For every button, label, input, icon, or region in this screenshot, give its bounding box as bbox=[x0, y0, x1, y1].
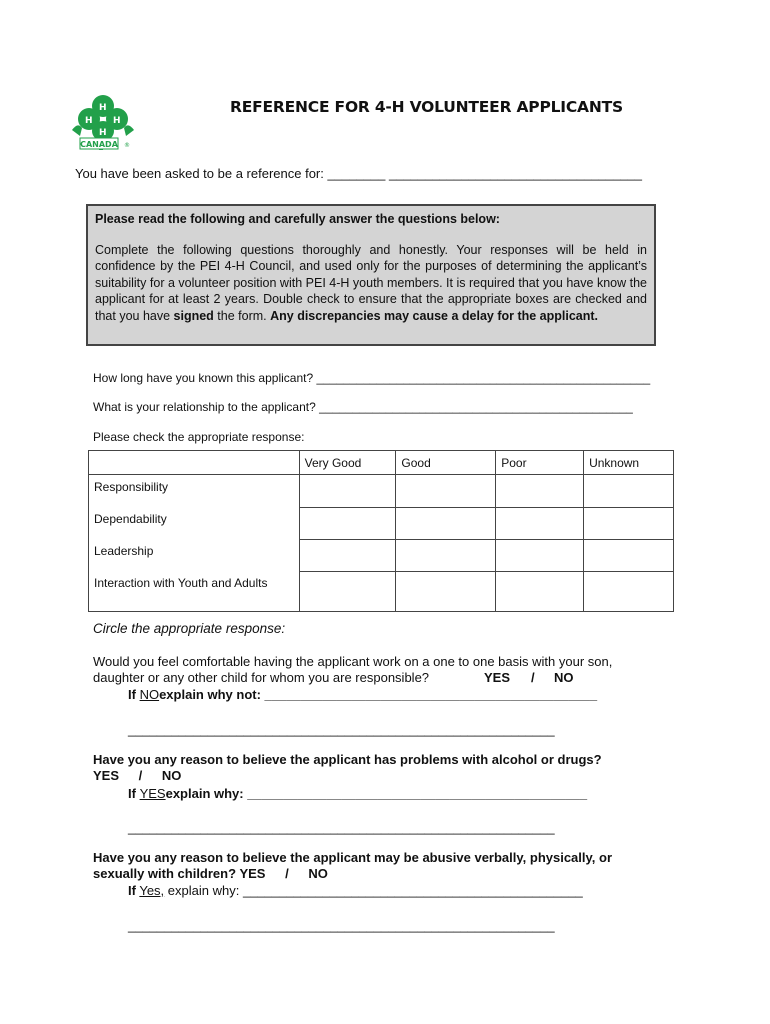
rating-checkbox-cell[interactable] bbox=[496, 507, 584, 539]
q2-no-option[interactable]: NO bbox=[161, 768, 182, 783]
relationship-question bbox=[93, 400, 633, 414]
table-row bbox=[89, 507, 674, 539]
relationship-input[interactable]: _______________________________________________ bbox=[319, 400, 633, 414]
q3-explain-input[interactable]: _______________________________________________ bbox=[242, 883, 583, 898]
q3-no-option[interactable]: NO bbox=[308, 866, 328, 881]
rating-checkbox-cell[interactable] bbox=[299, 571, 396, 611]
instructions-body bbox=[95, 242, 647, 324]
rating-checkbox-cell[interactable] bbox=[299, 475, 396, 508]
rating-checkbox-cell[interactable] bbox=[496, 475, 584, 508]
svg-text:H: H bbox=[99, 103, 107, 113]
instructions-signed: signed bbox=[173, 308, 214, 323]
rating-checkbox-cell[interactable] bbox=[396, 539, 496, 571]
rating-checkbox-cell[interactable] bbox=[584, 507, 674, 539]
known-duration-input[interactable]: __________________________________________________ bbox=[316, 371, 651, 385]
reference-for-line bbox=[75, 166, 642, 181]
rating-checkbox-cell[interactable] bbox=[584, 571, 674, 611]
relationship-label: What is your relationship to the applicant? bbox=[93, 400, 316, 414]
column-header: Poor bbox=[496, 451, 584, 475]
q1-line1: Would you feel comfortable having the applicant work on a one to one basis with your son, bbox=[93, 654, 613, 669]
q1-explain-input-2[interactable]: ___________________________________________________________ bbox=[128, 722, 555, 737]
q3-yes-option[interactable]: YES bbox=[239, 866, 266, 881]
reference-for-input[interactable]: ________ ___________________________________ bbox=[327, 166, 643, 181]
q3-separator: / bbox=[285, 866, 289, 881]
rating-checkbox-cell[interactable] bbox=[584, 475, 674, 508]
q1-separator: / bbox=[531, 670, 535, 685]
q2-explain-input-2[interactable]: ___________________________________________________________ bbox=[128, 820, 555, 835]
page-title: REFERENCE FOR 4-H VOLUNTEER APPLICANTS bbox=[230, 98, 623, 116]
rating-checkbox-cell[interactable] bbox=[496, 571, 584, 611]
reference-for-label: You have been asked to be a reference for: bbox=[75, 166, 324, 181]
instructions-heading: Please read the following and carefully answer the questions below: bbox=[95, 212, 500, 226]
rating-table bbox=[88, 450, 674, 612]
q1-no-option[interactable]: NO bbox=[554, 670, 574, 685]
known-duration-label: How long have you known this applicant? bbox=[93, 371, 314, 385]
column-header: Good bbox=[396, 451, 496, 475]
q1-yes-option[interactable]: YES bbox=[484, 670, 511, 685]
instructions-text: Complete the following questions thoroughly and honestly. Your responses will be held in confidence by the PEI 4-H Council, and used only for the purposes of determining the applicant’s suitability for a volunteer position with PEI 4-H youth members. It is required that you have know the applicant for at least 2 years. Double check to ensure that the appropriate boxes are checked and that you have bbox=[95, 243, 647, 323]
q3-if-word: Yes, bbox=[139, 883, 165, 898]
q2-yes-option[interactable]: YES bbox=[93, 768, 120, 783]
row-label: Dependability bbox=[89, 507, 300, 539]
rating-header-row bbox=[89, 451, 674, 475]
q2-separator: / bbox=[138, 768, 143, 783]
rating-checkbox-cell[interactable] bbox=[584, 539, 674, 571]
row-label: Leadership bbox=[89, 539, 300, 571]
q3-explain-line bbox=[128, 883, 583, 900]
known-duration-question bbox=[93, 371, 650, 385]
logo-text: CANADA bbox=[80, 140, 118, 149]
rating-checkbox-cell[interactable] bbox=[396, 571, 496, 611]
q2-explain-label: explain why: bbox=[165, 786, 244, 801]
rating-header-empty bbox=[89, 451, 300, 475]
rating-checkbox-cell[interactable] bbox=[496, 539, 584, 571]
row-label: Responsibility bbox=[89, 475, 300, 508]
q3-line2: sexually with children? bbox=[93, 866, 237, 881]
instructions-text-2: the form. bbox=[213, 308, 271, 323]
instructions-warning: Any discrepancies may cause a delay for the applicant. bbox=[270, 308, 599, 323]
q2-explain-input[interactable]: _______________________________________________ bbox=[247, 786, 588, 801]
q1-explain-input[interactable]: ______________________________________________ bbox=[264, 687, 598, 702]
q1-if-word: NO bbox=[139, 687, 160, 702]
rating-checkbox-cell[interactable] bbox=[299, 539, 396, 571]
4h-clover-logo bbox=[68, 92, 138, 154]
4h-clover-logo-icon bbox=[68, 92, 138, 154]
q3-if: If bbox=[128, 883, 136, 898]
svg-text:H: H bbox=[99, 128, 107, 138]
q3-explain-label: explain why: bbox=[167, 883, 240, 898]
row-label: Interaction with Youth and Adults bbox=[89, 571, 300, 611]
check-instruction: Please check the appropriate response: bbox=[93, 430, 305, 444]
q1-if: If bbox=[128, 687, 136, 702]
q3-line2-row bbox=[93, 866, 328, 883]
q1-explain-label: explain why not: bbox=[159, 687, 261, 702]
q2-line1: Have you any reason to believe the applicant has problems with alcohol or drugs? bbox=[93, 752, 602, 767]
rating-checkbox-cell[interactable] bbox=[299, 507, 396, 539]
svg-text:H: H bbox=[85, 116, 93, 126]
q1-explain-line bbox=[128, 687, 597, 704]
circle-heading: Circle the appropriate response: bbox=[93, 621, 286, 636]
table-row bbox=[89, 475, 674, 508]
q2-if-word: YES bbox=[139, 786, 166, 801]
svg-text:H: H bbox=[113, 116, 121, 126]
q1-line2: daughter or any other child for whom you are responsible? bbox=[93, 670, 430, 685]
rating-checkbox-cell[interactable] bbox=[396, 507, 496, 539]
table-row bbox=[89, 539, 674, 571]
q3-explain-input-2[interactable]: ___________________________________________________________ bbox=[128, 918, 555, 933]
table-row bbox=[89, 571, 674, 611]
q2-options bbox=[93, 768, 181, 785]
q2-if: If bbox=[128, 786, 136, 801]
q2-explain-line bbox=[128, 786, 587, 803]
rating-checkbox-cell[interactable] bbox=[396, 475, 496, 508]
instructions-box bbox=[86, 204, 656, 346]
q3-line1: Have you any reason to believe the applicant may be abusive verbally, physically, or bbox=[93, 850, 613, 865]
column-header: Very Good bbox=[299, 451, 396, 475]
column-header: Unknown bbox=[584, 451, 674, 475]
svg-text:®: ® bbox=[124, 142, 130, 149]
